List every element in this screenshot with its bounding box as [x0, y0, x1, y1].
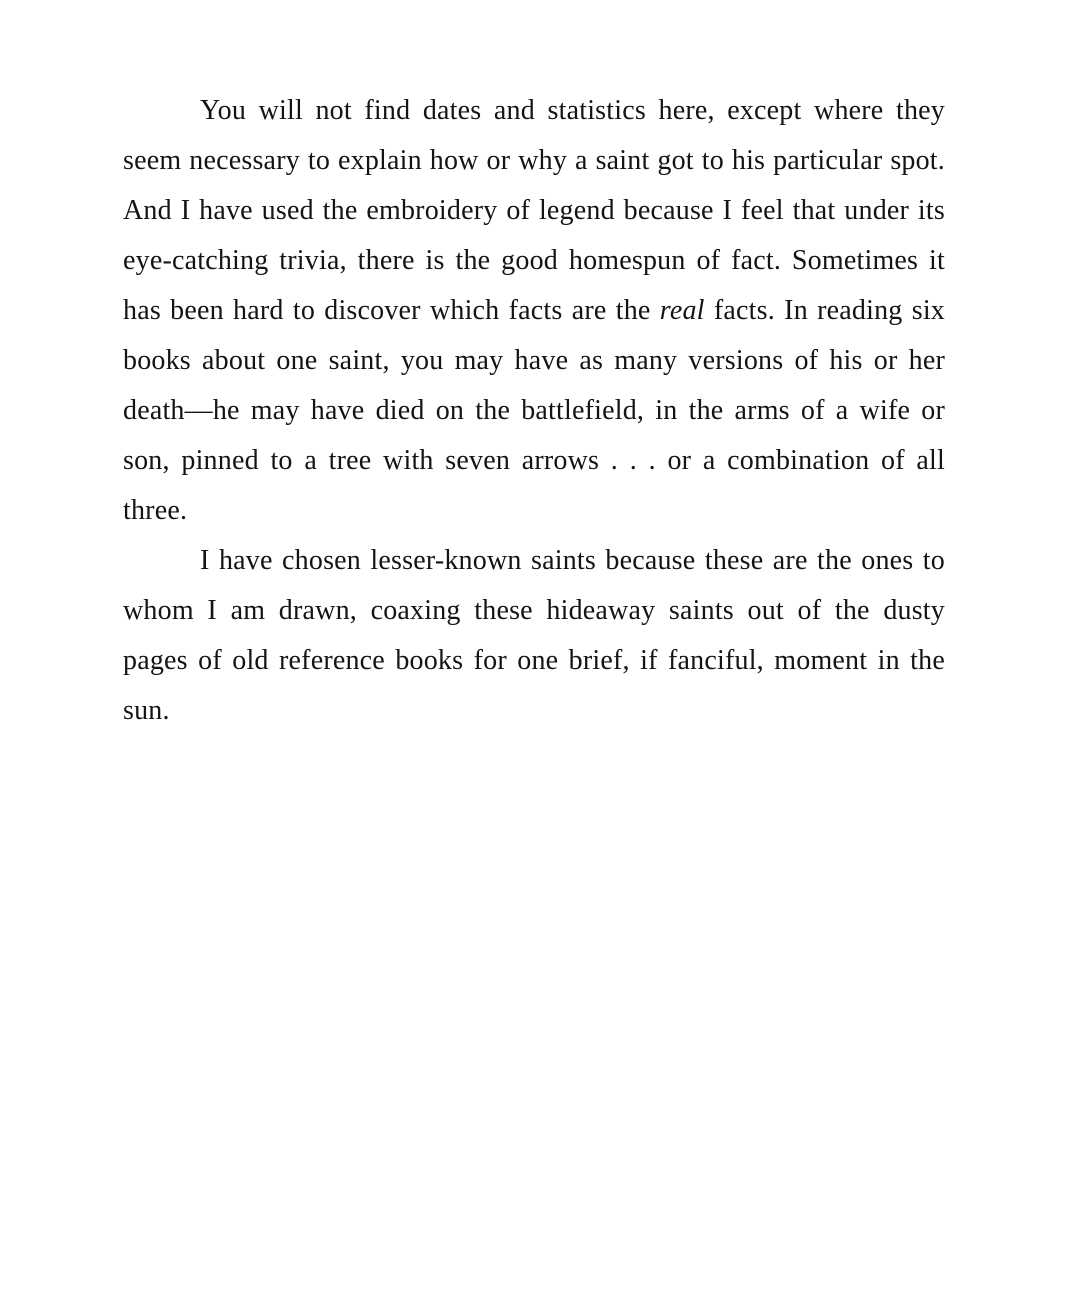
text-run: You will not find dates and statistics here, except where they seem necessary to explain how or why a saint got to his particular spot. And I have used the embroidery of legend because I feel that under its eye-catching trivia, there is the good homespun of fact. Sometimes it has been hard to discover which facts are the [123, 95, 945, 326]
page-text [123, 86, 945, 736]
paragraph [123, 86, 945, 536]
text-run: facts. In reading six books about one saint, you may have as many versions of his or her death—he may have died on the battlefield, in the arms of a wife or son, pinned to a tree with seven arrows . . . or a combination of all three. [123, 295, 945, 526]
paragraph [123, 536, 945, 736]
italic-text-run: real [659, 295, 705, 326]
text-run: I have chosen lesser-known saints because these are the ones to whom I am drawn, coaxing these hideaway saints out of the dusty pages of old reference books for one brief, if fanciful, moment in the sun. [123, 545, 945, 726]
